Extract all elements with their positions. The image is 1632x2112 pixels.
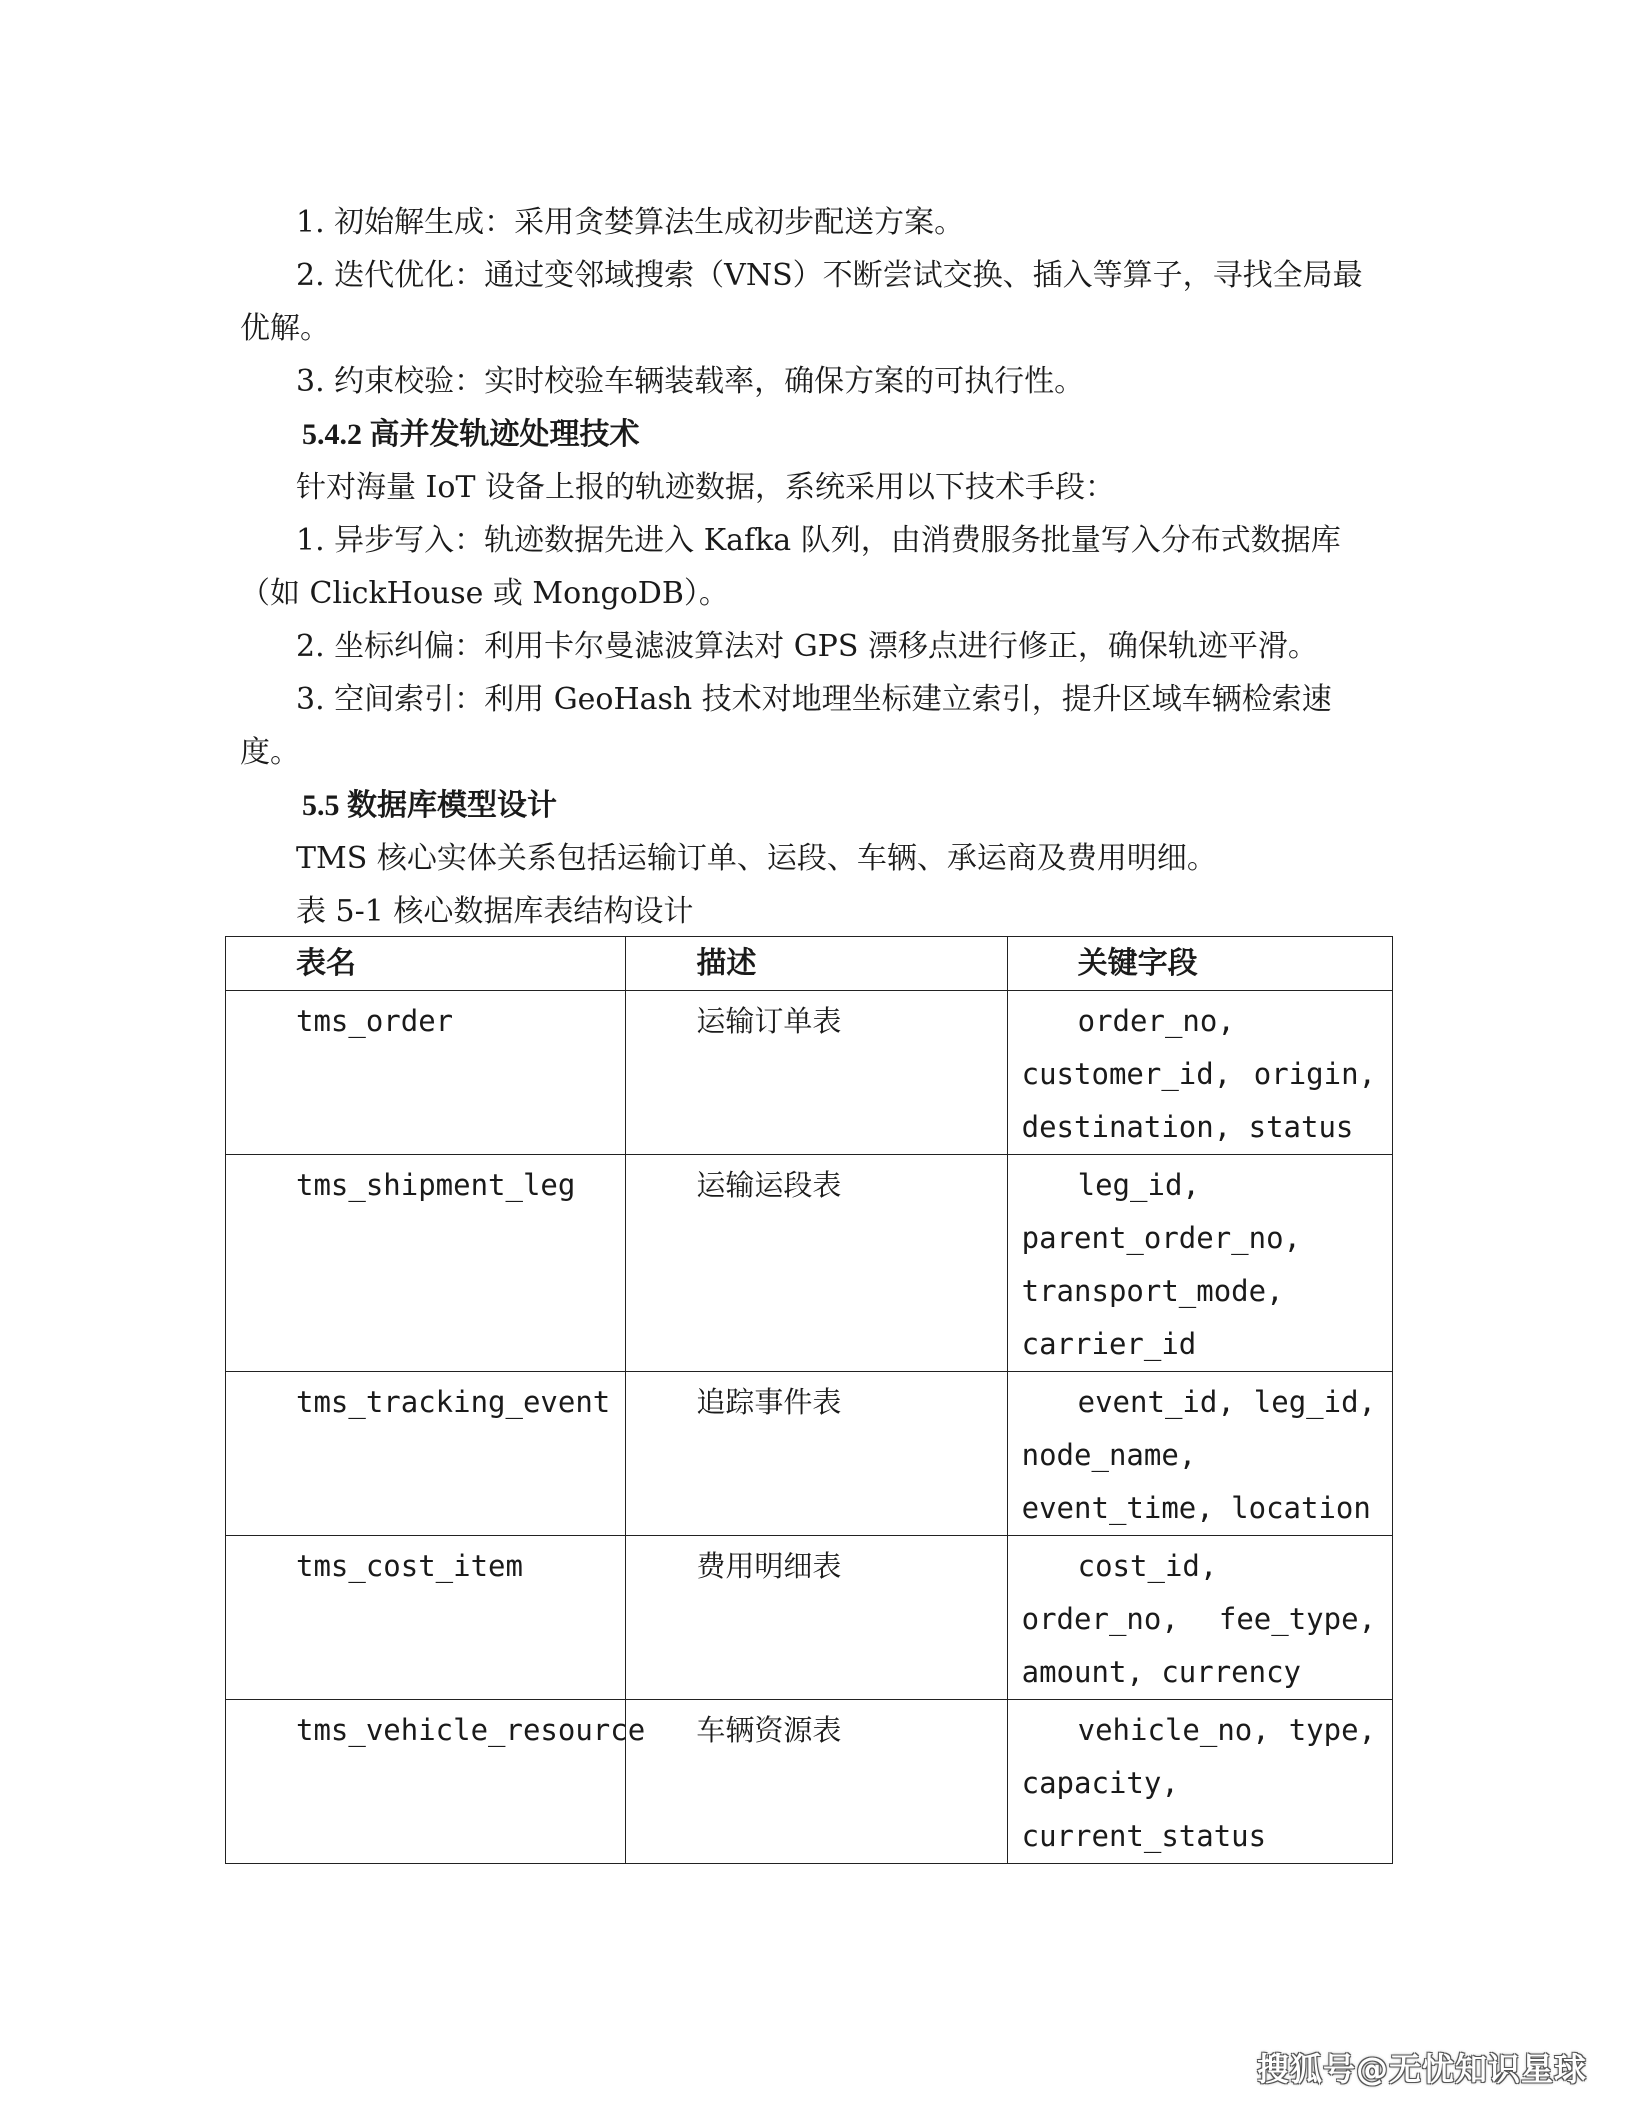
header-key-fields: 关键字段 [1007,937,1392,991]
section-heading-55: 5.5 数据库模型设计 [302,789,557,822]
key-fields-cell: cost_id, order_no, fee_type, amount, currency [1021,1549,1376,1689]
list-item-initial-solution: 1. 初始解生成：采用贪婪算法生成初步配送方案。 [296,205,965,240]
table-name-cell: tms_tracking_event [296,1385,611,1419]
table-row [226,1536,1393,1700]
table-name-cell: tms_shipment_leg [296,1168,576,1202]
header-description: 描述 [626,937,1007,991]
description-cell: 费用明细表 [696,1549,842,1583]
key-fields-cell: leg_id, parent_order_no, transport_mode, carrier_id [1021,1168,1301,1361]
description-cell: 运输运段表 [696,1168,842,1202]
section-542-intro: 针对海量 IoT 设备上报的轨迹数据，系统采用以下技术手段： [296,470,1115,505]
table-name-cell: tms_vehicle_resource [296,1713,646,1747]
table-name-cell: tms_cost_item [296,1549,523,1583]
db-schema-table [225,936,1393,1864]
key-fields-cell: order_no, customer_id, origin, destination, status [1021,1004,1376,1144]
list-item-iterative-optimization: 2. 迭代优化：通过变邻域搜索（VNS）不断尝试交换、插入等算子，寻找全局最优解。 [240,258,1363,346]
section-55-intro: TMS 核心实体关系包括运输订单、运段、车辆、承运商及费用明细。 [296,841,1217,876]
table-row [226,1700,1393,1864]
list-item-coordinate-correction: 2. 坐标纠偏：利用卡尔曼滤波算法对 GPS 漂移点进行修正，确保轨迹平滑。 [296,629,1318,664]
description-cell: 运输订单表 [696,1004,842,1038]
list-item-spatial-index: 3. 空间索引：利用 GeoHash 技术对地理坐标建立索引，提升区域车辆检索速度。 [240,682,1332,770]
list-item-constraint-check: 3. 约束校验：实时校验车辆装载率，确保方案的可执行性。 [296,364,1085,399]
table-caption: 表 5-1 核心数据库表结构设计 [296,894,694,929]
watermark: 搜狐号@无忧知识星球 [1256,2050,1587,2088]
table-row [226,991,1393,1155]
table-name-cell: tms_order [296,1004,454,1038]
description-cell: 车辆资源表 [696,1713,842,1747]
key-fields-cell: event_id, leg_id, node_name, event_time, location [1021,1385,1376,1525]
description-cell: 追踪事件表 [696,1385,842,1419]
table-row [226,1155,1393,1372]
key-fields-cell: vehicle_no, type, capacity, current_status [1021,1713,1376,1853]
table-row [226,1372,1393,1536]
section-heading-542: 5.4.2 高并发轨迹处理技术 [302,418,640,451]
table-header-row [226,937,1393,991]
header-table-name: 表名 [226,937,626,991]
list-item-async-write: 1. 异步写入：轨迹数据先进入 Kafka 队列，由消费服务批量写入分布式数据库（如 ClickHouse 或 MongoDB）。 [240,523,1341,611]
